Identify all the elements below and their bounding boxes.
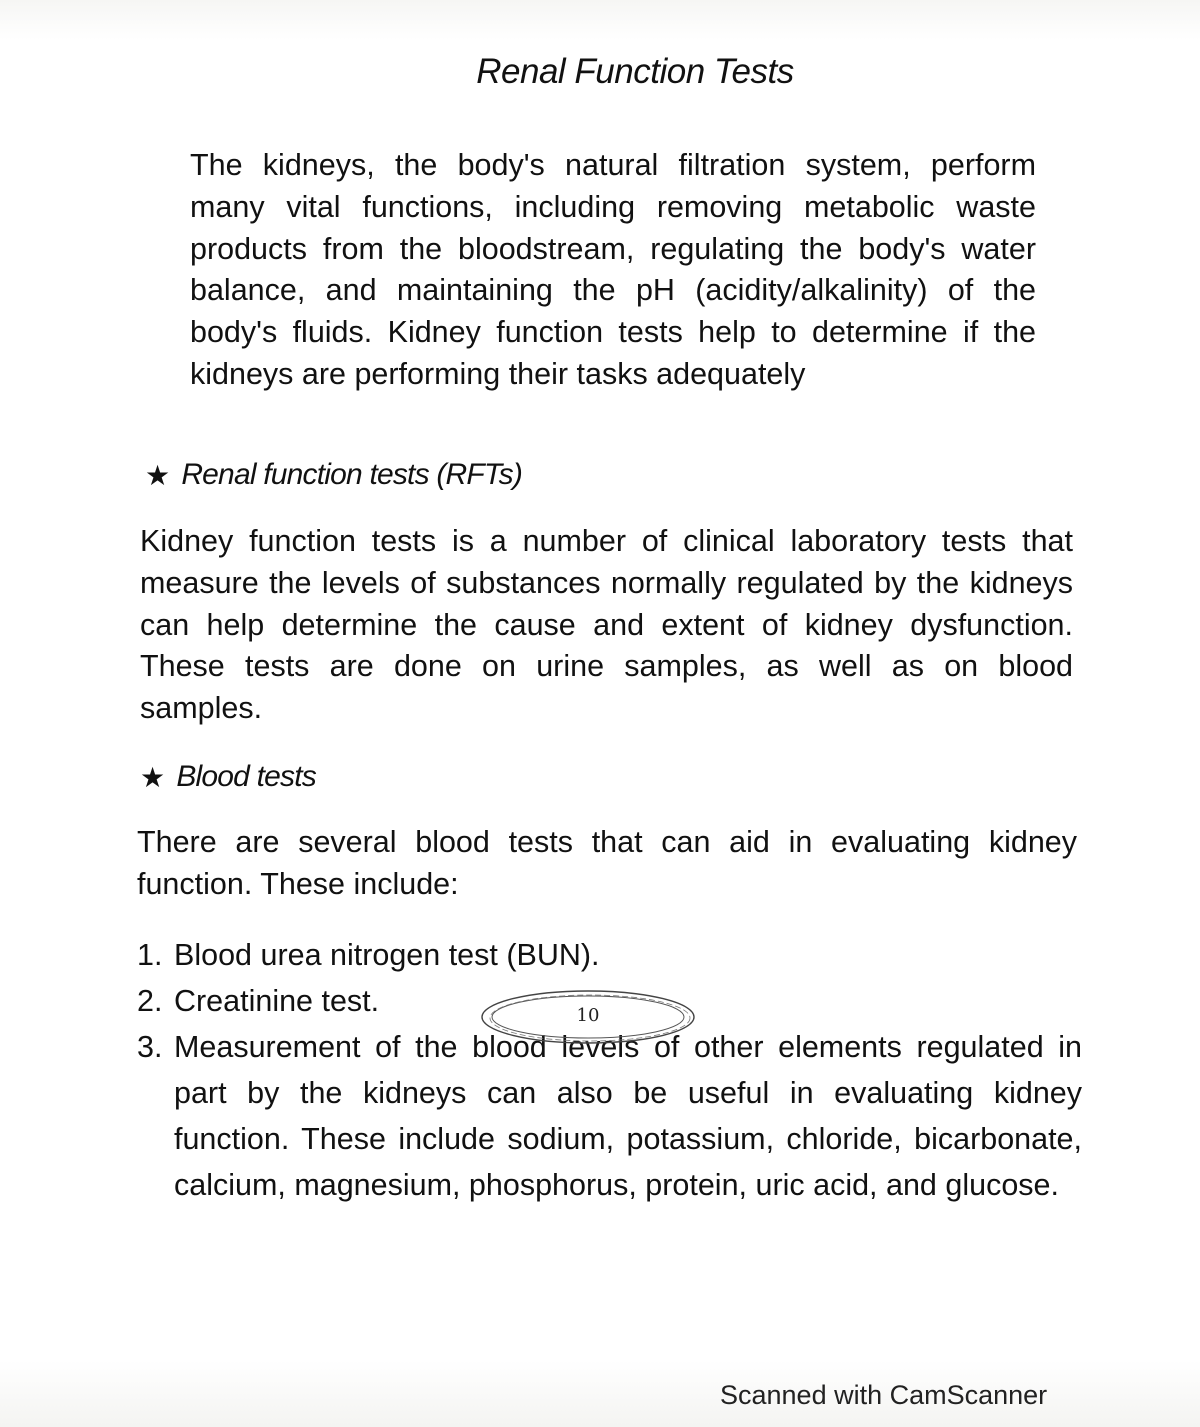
list-item-text: Blood urea nitrogen test (BUN). xyxy=(174,938,600,972)
list-item xyxy=(137,932,1082,978)
blood-tests-list xyxy=(137,932,1082,1208)
star-icon: ★ xyxy=(140,761,165,793)
section-heading-rfts xyxy=(145,458,522,492)
rfts-paragraph: Kidney function tests is a number of clinical laboratory tests that measure the levels of substances normally regulated by the kidneys can help determine the cause and extent of kidney dysfunction. These tests are done on urine samples, as well as on blood samples. xyxy=(140,524,1073,726)
section-heading-label: Renal function tests (RFTs) xyxy=(181,458,523,491)
intro-paragraph: The kidneys, the body's natural filtration system, perform many vital functions, including removing metabolic waste products from the bloodstream, regulating the body's water balance, and maintaining the pH (acidity/alkalinity) of the body's fluids. Kidney function tests help to determine if the kidneys are performing their tasks adequately xyxy=(190,148,1036,391)
blood-tests-paragraph: There are several blood tests that can aid in evaluating kidney function. These include: xyxy=(137,825,1077,901)
list-item-number: 2. xyxy=(137,984,163,1018)
list-item-number: 1. xyxy=(137,938,163,972)
page-title: Renal Function Tests xyxy=(476,52,794,91)
star-icon: ★ xyxy=(145,459,170,491)
section-heading-label: Blood tests xyxy=(176,760,316,793)
list-item-number: 3. xyxy=(137,1030,163,1064)
list-item-text: Measurement of the blood levels of other elements regulated in part by the kidneys can also be useful in evaluating kidney function. These include sodium, potassium, chloride, bicarbonate, calcium, magnesium, phosphorus, protein, uric acid, and glucose. xyxy=(174,1030,1082,1202)
scanner-watermark: Scanned with CamScanner xyxy=(720,1380,1048,1410)
section-heading-blood-tests xyxy=(140,760,316,794)
page-number-badge xyxy=(478,985,698,1065)
page-number: 10 xyxy=(576,1005,600,1026)
list-item-text: Creatinine test. xyxy=(174,984,380,1018)
